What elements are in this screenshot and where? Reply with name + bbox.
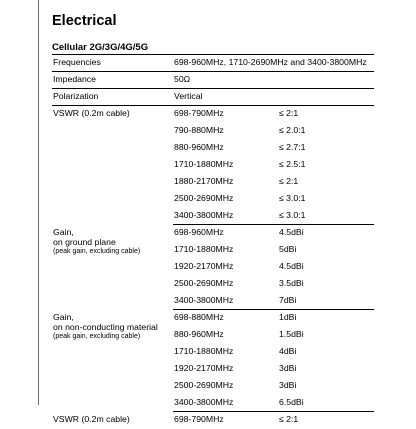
spec-cell: ≤ 2:1	[279, 414, 299, 424]
band-cell: 2500-2690MHz	[174, 379, 234, 390]
group-title: Gain,	[53, 311, 74, 322]
gain-nonconducting-label	[52, 310, 173, 412]
band-cell: 1710-1880MHz	[174, 345, 234, 356]
table-row	[52, 310, 374, 327]
spec-table	[52, 54, 374, 429]
band-cell: 3400-3800MHz	[173, 293, 278, 310]
band-cell: 698-880MHz	[174, 312, 224, 322]
band-cell: 1920-2170MHz	[174, 260, 234, 271]
row-label: Impedance	[52, 72, 173, 89]
vswr-label: VSWR (0.2m cable)	[53, 108, 130, 118]
spec-cell: 5dBi	[279, 243, 297, 254]
group-subtitle: on ground plane	[53, 236, 116, 247]
band-cell: 698-790MHz	[174, 108, 224, 118]
spec-cell: ≤ 2.7:1	[279, 141, 306, 152]
spec-cell: 1.5dBi	[279, 328, 304, 339]
band-cell: 2500-2690MHz	[174, 192, 234, 203]
spec-cell: ≤ 2:1	[279, 108, 299, 118]
band-cell: 3400-3800MHz	[173, 208, 278, 225]
group-note: (peak gain, excluding cable)	[53, 332, 141, 340]
spec-cell: ≤ 3.0:1	[278, 208, 374, 225]
section-subtitle: Cellular 2G/3G/4G/5G	[52, 42, 149, 53]
band-cell: 1710-1880MHz	[174, 243, 234, 254]
spec-cell: ≤ 2.0:1	[279, 124, 306, 135]
band-cell: 698-960MHz	[174, 227, 224, 237]
group-note: (peak gain, excluding cable)	[53, 247, 141, 255]
band-cell: 3400-3800MHz	[173, 395, 278, 412]
table-row	[52, 412, 374, 429]
table-row	[52, 106, 374, 123]
band-cell: 1710-1880MHz	[174, 158, 234, 169]
margin-rule	[38, 0, 39, 405]
spec-cell: 3dBi	[279, 379, 297, 390]
spec-cell: ≤ 3.0:1	[279, 192, 306, 203]
spec-cell: 3.5dBi	[279, 277, 304, 288]
group-subtitle: on non-conducting material	[53, 321, 158, 332]
row-label: Polarization	[52, 89, 173, 106]
spec-cell: 4.5dBi	[279, 227, 304, 237]
row-value: 50Ω	[173, 72, 374, 89]
spec-cell: 1dBi	[279, 312, 297, 322]
spec-cell: 7dBi	[278, 293, 374, 310]
band-cell: 698-790MHz	[174, 414, 224, 424]
spec-cell: 3dBi	[279, 362, 297, 373]
group-title: Gain,	[53, 226, 74, 237]
spec-cell: 6.5dBi	[278, 395, 374, 412]
table-row	[52, 225, 374, 242]
table-row	[52, 55, 374, 72]
spec-cell: ≤ 2:1	[279, 175, 299, 186]
table-row	[52, 89, 374, 106]
band-cell: 880-960MHz	[174, 328, 224, 339]
row-label: Frequencies	[52, 55, 173, 72]
band-cell: 790-880MHz	[174, 124, 224, 135]
band-cell: 2500-2690MHz	[174, 277, 234, 288]
table-row	[52, 72, 374, 89]
row-value: 698-960MHz, 1710-2690MHz and 3400-3800MHz	[173, 55, 374, 72]
row-value: Vertical	[173, 89, 374, 106]
band-cell: 1880-2170MHz	[174, 175, 234, 186]
band-cell: 880-960MHz	[174, 141, 224, 152]
spec-cell: 4.5dBi	[279, 260, 304, 271]
spec-cell: 4dBi	[279, 345, 297, 356]
vswr-repeat-label: VSWR (0.2m cable)	[53, 413, 130, 424]
section-title: Electrical	[52, 13, 117, 29]
band-cell: 1920-2170MHz	[174, 362, 234, 373]
gain-ground-label	[52, 225, 173, 310]
spec-cell: ≤ 2.5:1	[279, 158, 306, 169]
